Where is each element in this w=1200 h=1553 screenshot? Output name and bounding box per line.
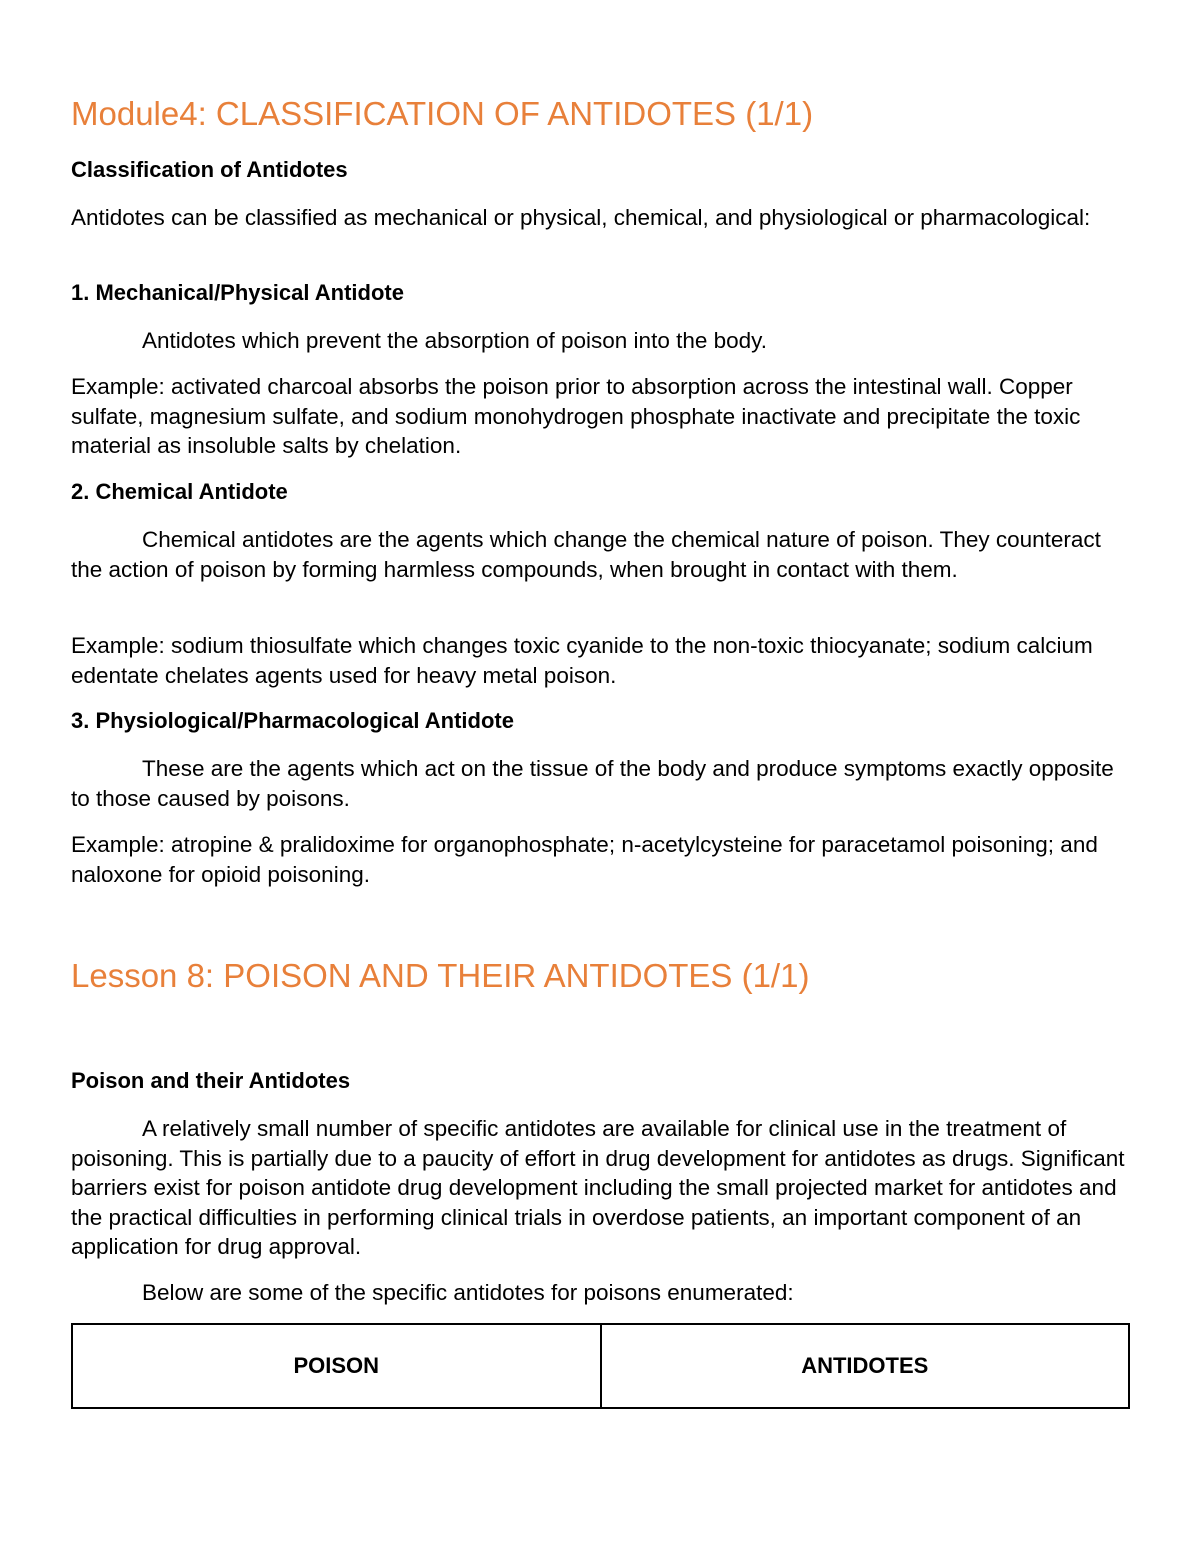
section-description-chemical: Chemical antidotes are the agents which change the chemical nature of poison. They counteract the action of poison by forming harmless compounds, when brought in contact with them. xyxy=(71,527,1101,582)
section-example-mechanical: Example: activated charcoal absorbs the poison prior to absorption across the intestinal wall. Copper sulfate, magnesium sulfate, and sodium monohydrogen phosphate inactivate and precipitate the toxic material as insoluble salts by chelation. xyxy=(71,374,1081,459)
lesson-title: Lesson 8: POISON AND THEIR ANTIDOTES (1/1) xyxy=(71,957,810,994)
table-header-row xyxy=(72,1324,1129,1408)
section-example-chemical: Example: sodium thiosulfate which changes toxic cyanide to the non-toxic thiocyanate; sodium calcium edentate chelates agents used for heavy metal poison. xyxy=(71,633,1093,688)
section-heading-physiological: 3. Physiological/Pharmacological Antidote xyxy=(71,708,514,733)
poison-antidote-table xyxy=(71,1323,1130,1409)
classification-heading: Classification of Antidotes xyxy=(71,157,348,182)
section-example-physiological: Example: atropine & pralidoxime for organophosphate; n-acetylcysteine for paracetamol poisoning; and naloxone for opioid poisoning. xyxy=(71,832,1098,887)
poison-antidotes-paragraph: A relatively small number of specific antidotes are available for clinical use in the treatment of poisoning. This is partially due to a paucity of effort in drug development for antidotes as drugs. Significant barriers exist for poison antidote drug development including the small projected market for antidotes and the practical difficulties in performing clinical trials in overdose patients, an important component of an application for drug approval. xyxy=(71,1116,1125,1260)
column-header-antidotes: ANTIDOTES xyxy=(601,1324,1130,1408)
module-title: Module4: CLASSIFICATION OF ANTIDOTES (1/1) xyxy=(71,95,814,132)
poison-antidotes-heading: Poison and their Antidotes xyxy=(71,1068,351,1093)
classification-intro: Antidotes can be classified as mechanical or physical, chemical, and physiological or pharmacological: xyxy=(71,205,1091,230)
antidotes-list-intro: Below are some of the specific antidotes for poisons enumerated: xyxy=(142,1280,794,1305)
column-header-poison: POISON xyxy=(72,1324,601,1408)
section-heading-mechanical: 1. Mechanical/Physical Antidote xyxy=(71,280,404,305)
section-heading-chemical: 2. Chemical Antidote xyxy=(71,479,288,504)
section-description-physiological: These are the agents which act on the tissue of the body and produce symptoms exactly opposite to those caused by poisons. xyxy=(71,756,1114,811)
section-description-mechanical: Antidotes which prevent the absorption of poison into the body. xyxy=(142,328,767,353)
